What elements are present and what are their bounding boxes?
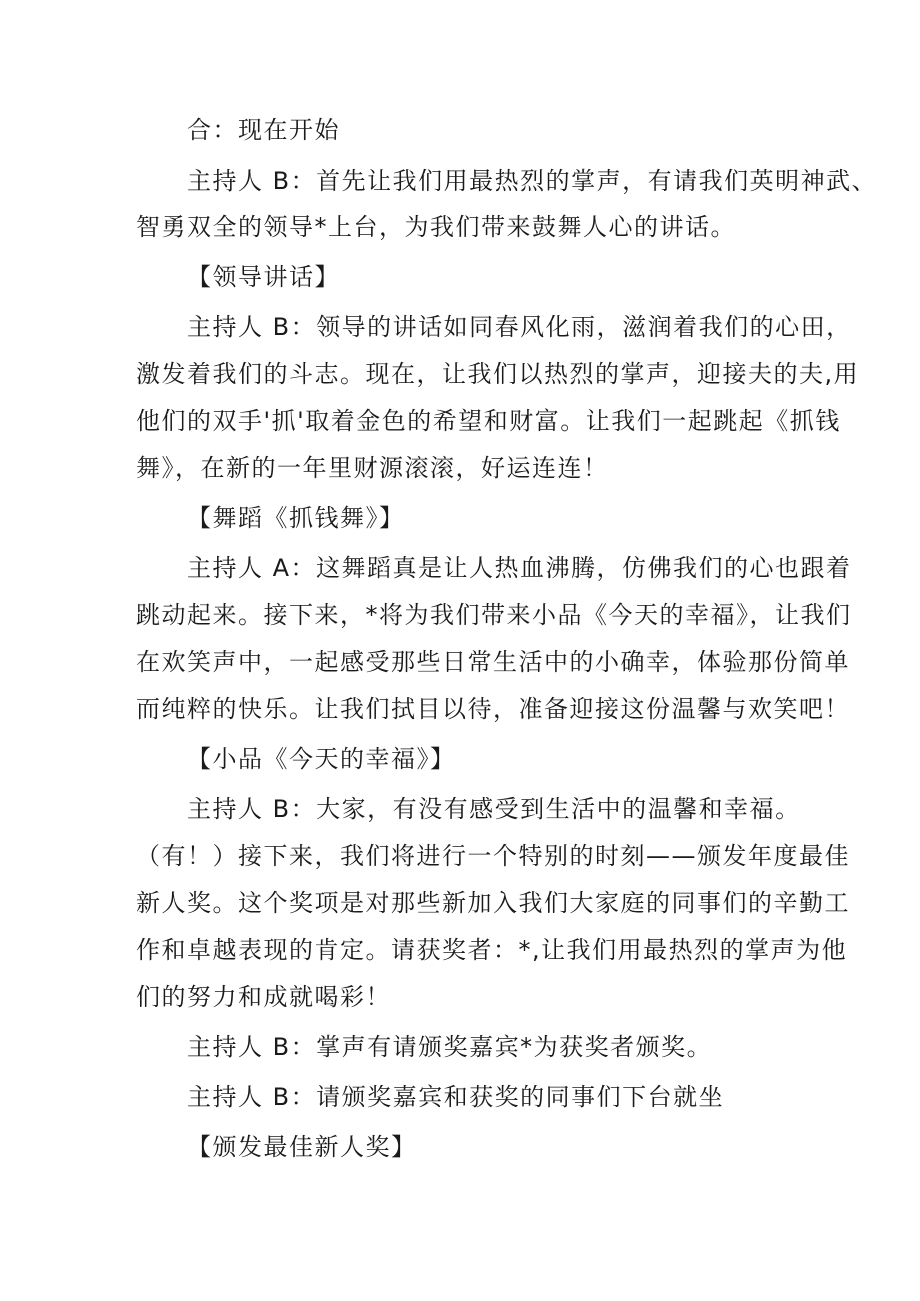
line-host-b-speech-cont-3: 舞》，在新的一年里财源滚滚，好运连连！ [136, 454, 609, 482]
section-leader-speech: 【领导讲话】 [187, 263, 340, 291]
line-host-b-seated: 主持人 B：请颁奖嘉宾和获奖的同事们下台就坐 [187, 1083, 725, 1111]
section-dance: 【舞蹈《抓钱舞》】 [187, 504, 405, 532]
line-host-b-intro: 主持人 B：首先让我们用最热烈的掌声，有请我们英明神武、 [187, 167, 878, 195]
line-host-b-award-cont-2: 新人奖。这个奖项是对那些新加入我们大家庭的同事们的辛勤工 [136, 889, 850, 917]
line-host-b-award: 主持人 B：大家，有没有感受到生活中的温馨和幸福。 [187, 795, 801, 823]
line-host-b-speech-cont-1: 激发着我们的斗志。现在，让我们以热烈的掌声，迎接夫的夫,用 [136, 360, 860, 388]
line-host-a-cont-1: 跳动起来。接下来，*将为我们带来小品《今天的幸福》，让我们 [136, 601, 852, 629]
line-host-b-intro-cont: 智勇双全的领导*上台，为我们带来鼓舞人心的讲话。 [136, 213, 736, 241]
section-newcomer-award: 【颁发最佳新人奖】 [187, 1133, 417, 1161]
line-host-a: 主持人 A：这舞蹈真是让人热血沸腾，仿佛我们的心也跟着 [187, 554, 852, 582]
section-sketch: 【小品《今天的幸福》】 [187, 745, 456, 773]
line-opening: 合：现在开始 [187, 116, 340, 144]
line-host-b-speech: 主持人 B：领导的讲话如同春风化雨，滋润着我们的心田， [187, 313, 852, 341]
line-host-b-award-cont-4: 们的努力和成就喝彩！ [136, 983, 391, 1011]
line-host-a-cont-2: 在欢笑声中，一起感受那些日常生活中的小确幸，体验那份简单 [136, 648, 850, 676]
line-host-b-award-cont-1: （有！）接下来，我们将进行一个特别的时刻——颁发年度最佳 [136, 842, 850, 870]
line-host-a-cont-3: 而纯粹的快乐。让我们拭目以待，准备迎接这份温馨与欢笑吧！ [136, 695, 850, 723]
line-host-b-presenter: 主持人 B：掌声有请颁奖嘉宾*为获奖者颁奖。 [187, 1033, 713, 1061]
line-host-b-speech-cont-2: 他们的双手'抓'取着金色的希望和财富。让我们一起跳起《抓钱 [136, 407, 841, 435]
line-host-b-award-cont-3: 作和卓越表现的肯定。请获奖者：*,让我们用最热烈的掌声为他 [136, 936, 848, 964]
